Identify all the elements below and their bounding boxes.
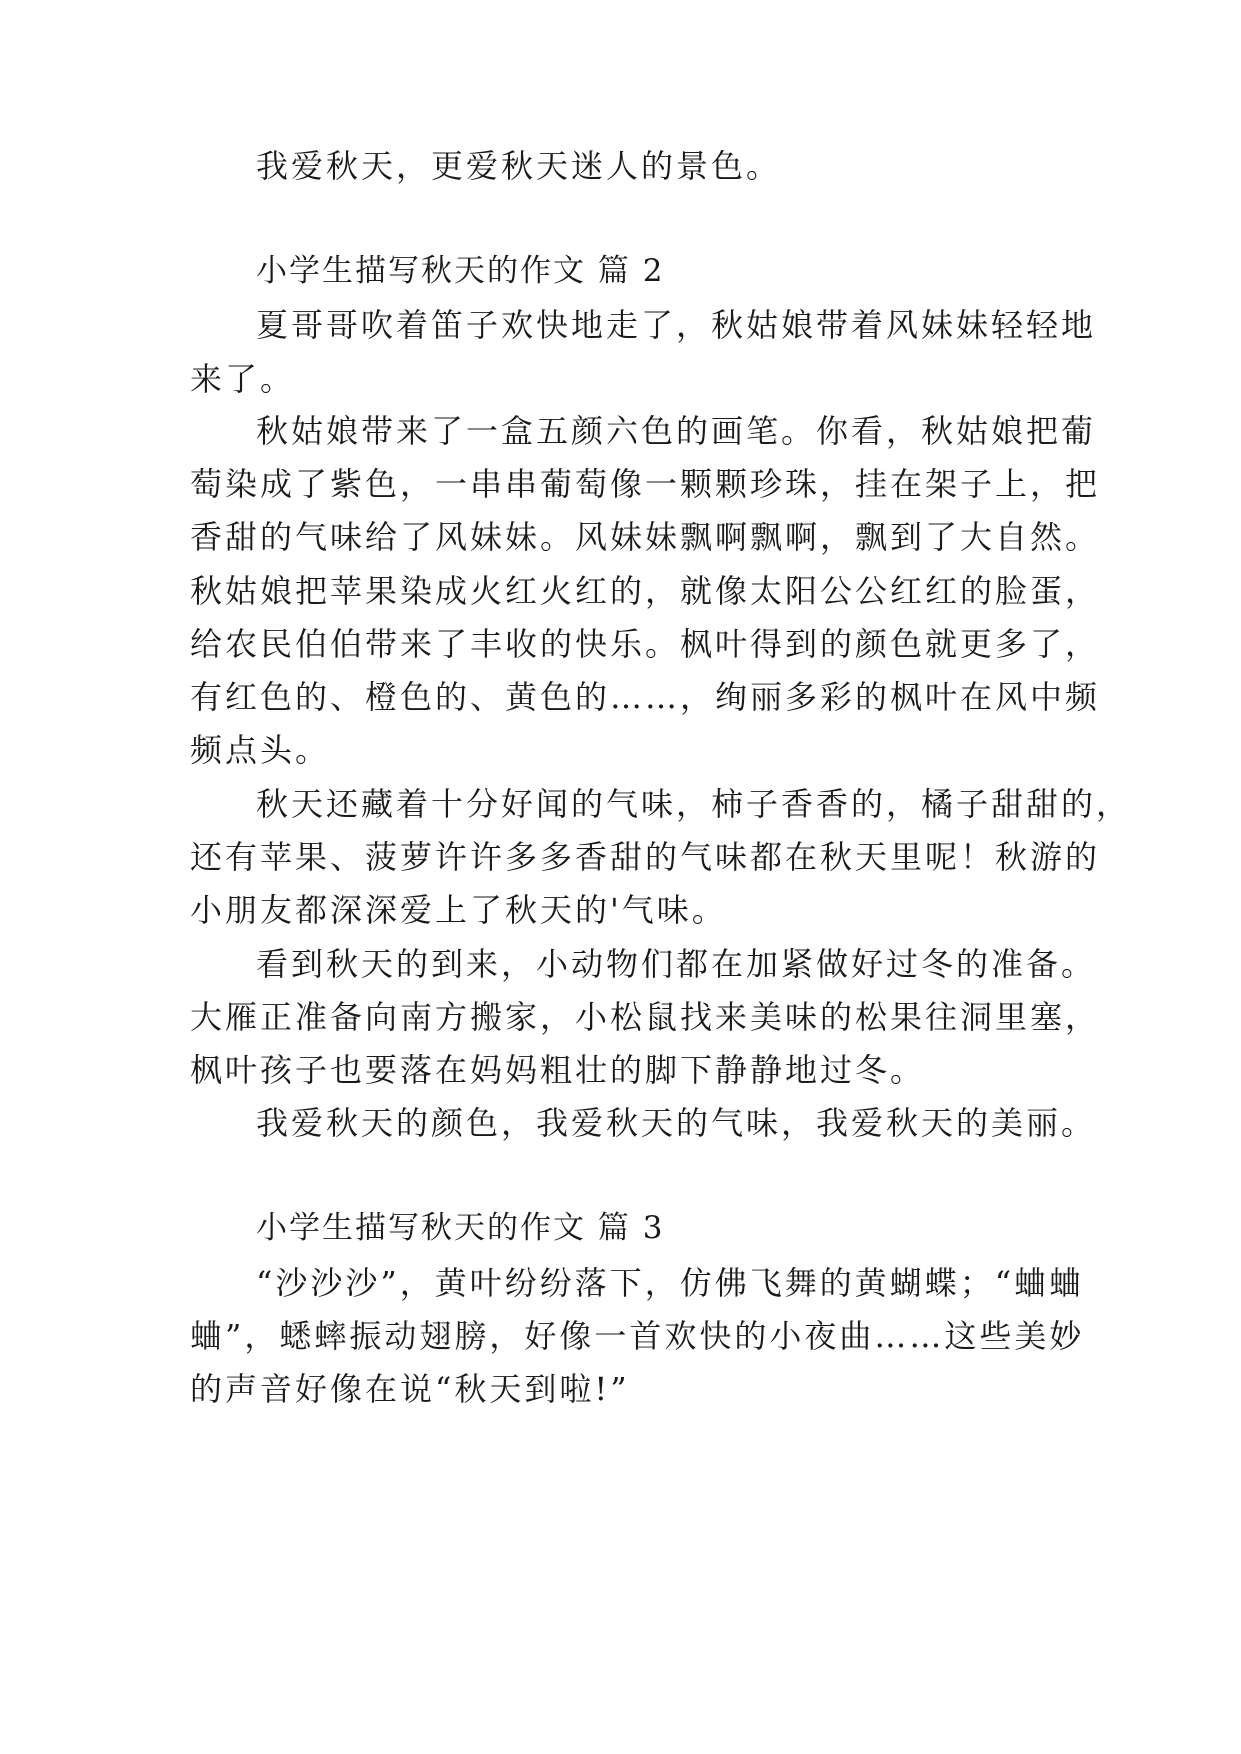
paragraph-line: 看到秋天的到来，小动物们都在加紧做好过冬的准备。 [256,945,1097,983]
closing-paragraph: 我爱秋天，更爱秋天迷人的景色。 [256,147,782,185]
paragraph-line: 还有苹果、菠萝许许多多香甜的气味都在秋天里呢！秋游的 [190,838,1101,876]
paragraph-line: 萄染成了紫色，一串串葡萄像一颗颗珍珠，挂在架子上，把 [190,465,1101,503]
paragraph-line: 秋天还藏着十分好闻的气味，柿子香香的，橘子甜甜的， [256,785,1132,823]
paragraph-line: 大雁正准备向南方搬家，小松鼠找来美味的松果往洞里塞， [190,998,1101,1036]
paragraph-line: 频点头。 [190,731,331,769]
paragraph-line: 夏哥哥吹着笛子欢快地走了，秋姑娘带着风妹妹轻轻地 [256,306,1097,344]
paragraph-line: 给农民伯伯带来了丰收的快乐。枫叶得到的颜色就更多了， [190,625,1101,663]
paragraph-line: 枫叶孩子也要落在妈妈粗壮的脚下静静地过冬。 [190,1051,926,1089]
paragraph-line: 香甜的气味给了风妹妹。风妹妹飘啊飘啊，飘到了大自然。 [190,518,1101,556]
paragraph-line: 我爱秋天的颜色，我爱秋天的气味，我爱秋天的美丽。 [256,1104,1097,1142]
paragraph-line: 有红色的、橙色的、黄色的……，绚丽多彩的枫叶在风中频 [190,678,1101,716]
paragraph-line: 蛐”，蟋蟀振动翅膀，好像一首欢快的小夜曲……这些美妙 [190,1317,1085,1355]
paragraph-line: 秋姑娘带来了一盒五颜六色的画笔。你看，秋姑娘把葡 [256,412,1097,450]
paragraph-line: 来了。 [190,360,296,398]
paragraph-line: 的声音好像在说“秋天到啦!” [190,1370,630,1408]
section-heading-3: 小学生描写秋天的作文 篇 3 [256,1210,665,1246]
paragraph-line: 秋姑娘把苹果染成火红火红的，就像太阳公公红红的脸蛋， [190,572,1101,610]
paragraph-line: “沙沙沙”，黄叶纷纷落下，仿佛飞舞的黄蝴蝶；“蛐蛐 [256,1264,1085,1302]
section-heading-2: 小学生描写秋天的作文 篇 2 [256,253,665,289]
paragraph-line: 小朋友都深深爱上了秋天的'气味。 [190,891,727,929]
